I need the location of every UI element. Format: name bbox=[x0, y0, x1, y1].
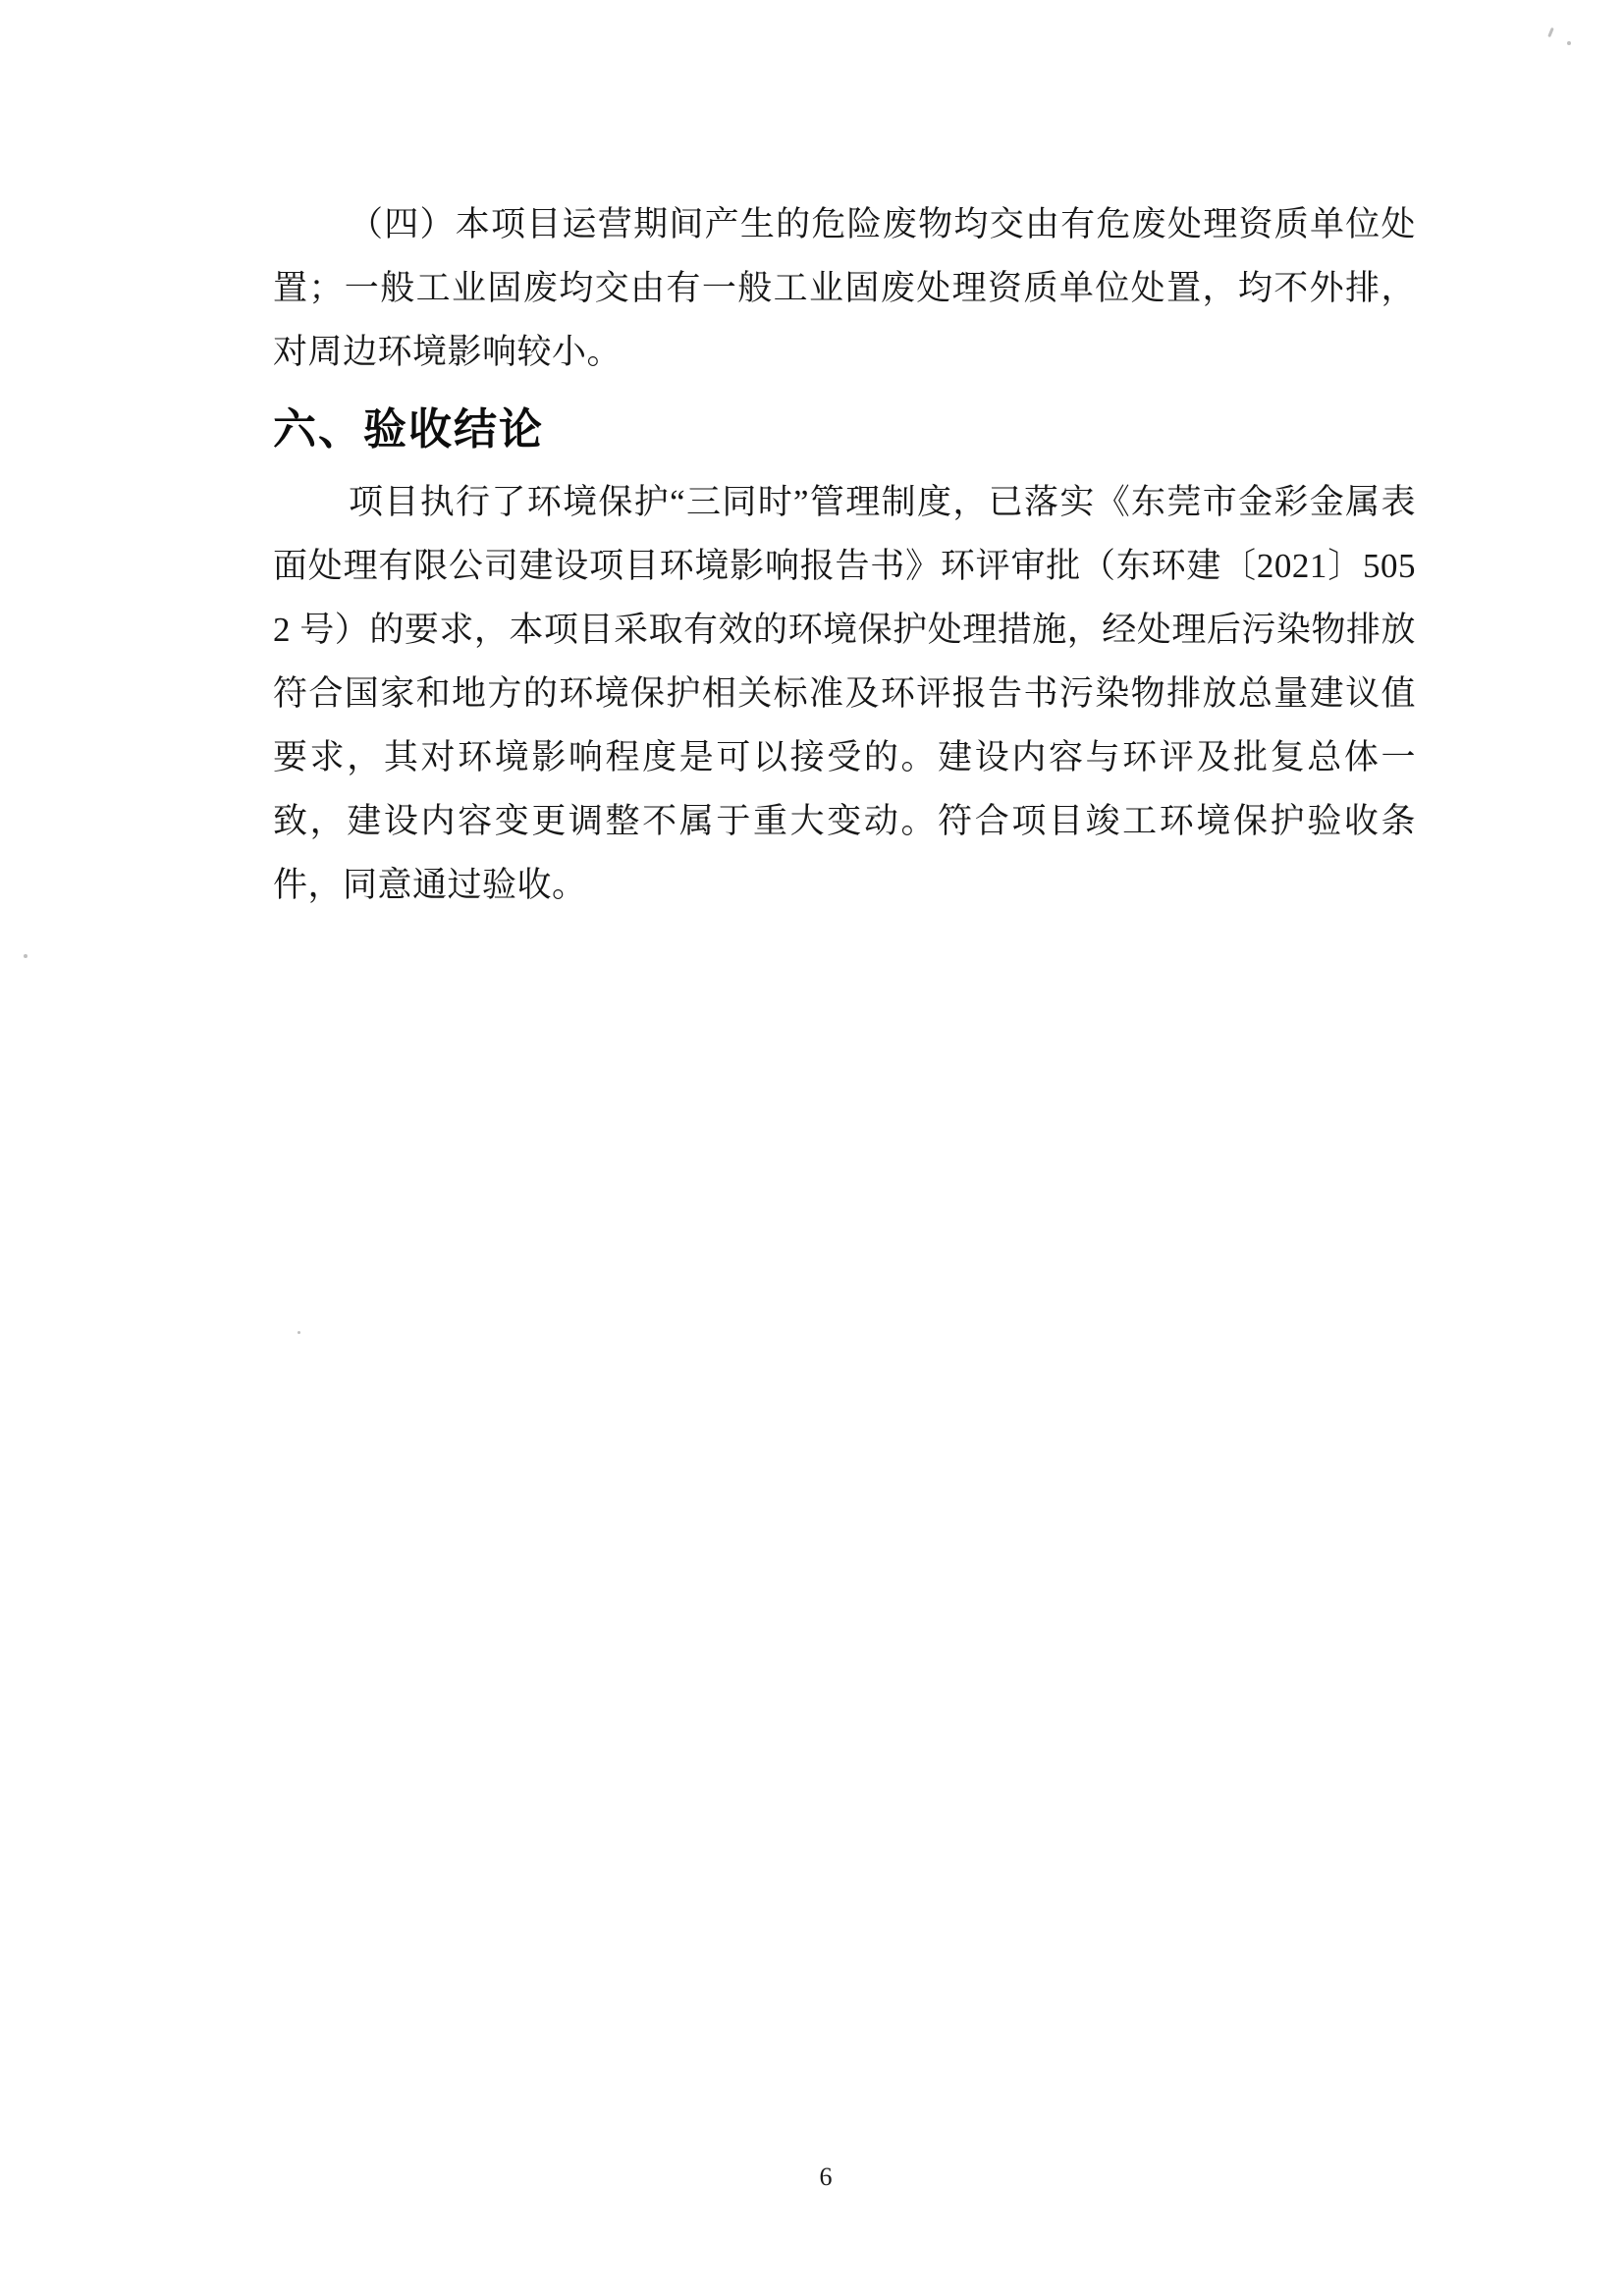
page-number: 6 bbox=[819, 2163, 833, 2191]
scan-artifact bbox=[1567, 41, 1571, 45]
section-heading-acceptance-conclusion: 六、验收结论 bbox=[273, 405, 544, 454]
paragraph-solid-waste-conclusion: （四）本项目运营期间产生的危险废物均交由有危废处理资质单位处置；一般工业固废均交由有一般工业固废处理资质单位处置，均不外排，对周边环境影响较小。 bbox=[273, 205, 1416, 371]
page-content bbox=[273, 192, 1416, 917]
scan-artifact bbox=[298, 1331, 300, 1334]
paragraph-acceptance-conclusion: 项目执行了环境保护“三同时”管理制度，已落实《东莞市金彩金属表面处理有限公司建设项目环境影响报告书》环评审批（东环建〔2021〕5052 号）的要求，本项目采取有效的环境保护处理措施，经处理后污染物排放符合国家和地方的环境保护相关标准及环评报告书污染物排放总量建议值要求，其对环境影响程度是可以接受的。建设内容与环评及批复总体一致，建设内容变更调整不属于重大变动。符合项目竣工环境保护验收条件，同意通过验收。 bbox=[273, 483, 1416, 904]
scan-artifact bbox=[24, 954, 27, 958]
scan-artifact bbox=[1547, 27, 1554, 37]
